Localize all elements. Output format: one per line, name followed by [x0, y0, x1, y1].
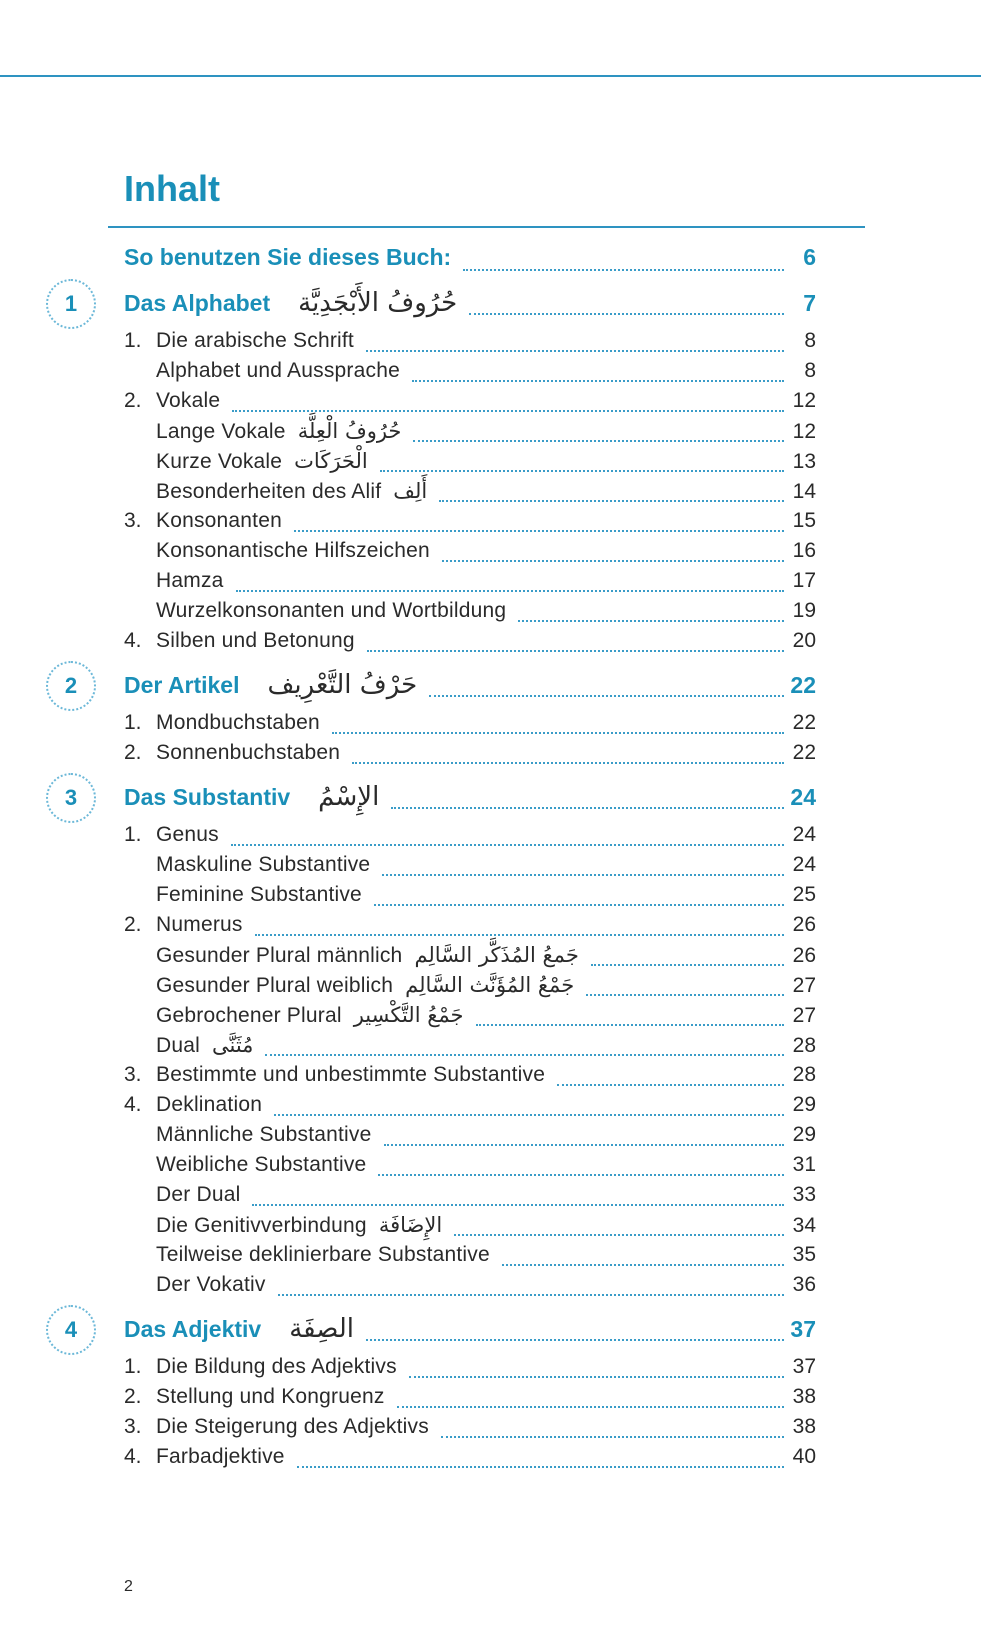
toc-entry-page: 29 [792, 1093, 816, 1116]
dot-leader [442, 560, 784, 562]
toc-entry[interactable] [124, 509, 816, 539]
toc-entry-page: 26 [792, 913, 816, 936]
toc-entry-number: 3. [124, 1063, 142, 1086]
toc-entry-arabic: أَلِف [393, 479, 428, 503]
toc-entry-page: 7 [803, 290, 816, 316]
toc-entry-label: Die Genitivverbindung [156, 1214, 367, 1237]
toc-entry[interactable] [124, 389, 816, 419]
chapter-number-badge: 4 [46, 1305, 96, 1355]
toc-entry-label: Der Vokativ [156, 1273, 266, 1296]
toc-entry-label: Maskuline Substantive [156, 853, 371, 876]
dot-leader [439, 500, 784, 502]
toc-chapter[interactable] [124, 244, 816, 278]
toc-entry[interactable] [124, 741, 816, 771]
dot-leader [252, 1204, 784, 1206]
toc-entry-arabic: حَرْفُ التَّعْرِيف [267, 670, 418, 700]
dot-leader [278, 1294, 784, 1296]
toc-entry[interactable] [124, 1445, 816, 1475]
toc-entry-number: 3. [124, 1415, 142, 1438]
dot-leader [380, 470, 784, 472]
toc-entry-arabic: الصِفَة [289, 1314, 354, 1344]
toc-entry-page: 28 [792, 1034, 816, 1057]
toc-entry[interactable] [124, 1003, 816, 1033]
toc-entry-label: Deklination [156, 1093, 263, 1116]
toc-entry[interactable] [124, 1033, 816, 1063]
dot-leader [378, 1174, 784, 1176]
toc-entry-label: Alphabet und Aussprache [156, 359, 400, 382]
toc-entry-page: 20 [792, 629, 816, 652]
toc-entry-label: Die arabische Schrift [156, 329, 354, 352]
toc-entry-page: 6 [803, 244, 816, 270]
toc-entry[interactable] [124, 1385, 816, 1415]
toc-entry-number: 1. [124, 329, 142, 352]
toc-entry-page: 34 [792, 1214, 816, 1237]
dot-leader [454, 1234, 784, 1236]
toc-entry[interactable] [124, 1243, 816, 1273]
toc-entry-number: 2. [124, 741, 142, 764]
toc-entry-number: 2. [124, 913, 142, 936]
toc-entry-label: Teilweise deklinierbare Substantive [156, 1243, 490, 1266]
toc-entry-label: Die Steigerung des Adjektivs [156, 1415, 429, 1438]
toc-entry-label: Das Alphabet [124, 290, 271, 316]
toc-entry-label: Sonnenbuchstaben [156, 741, 341, 764]
toc-entry-arabic: الإِسْمُ [318, 782, 380, 812]
toc-entry-page: 28 [792, 1063, 816, 1086]
dot-leader [591, 964, 784, 966]
chapter-number-badge: 1 [46, 279, 96, 329]
dot-leader [274, 1114, 784, 1116]
chapter-number-badge: 3 [46, 773, 96, 823]
toc-entry-number: 1. [124, 711, 142, 734]
toc-entry-number: 1. [124, 1355, 142, 1378]
toc-entry-page: 37 [792, 1355, 816, 1378]
toc-entry-page: 22 [792, 711, 816, 734]
toc-entry[interactable] [124, 569, 816, 599]
toc-entry-page: 22 [792, 741, 816, 764]
toc-entry[interactable] [124, 1213, 816, 1243]
toc-entry[interactable] [124, 823, 816, 853]
dot-leader [232, 410, 784, 412]
toc-entry-page: 38 [792, 1385, 816, 1408]
toc-entry-label: Männliche Substantive [156, 1123, 372, 1146]
dot-leader [332, 732, 784, 734]
page-title: Inhalt [124, 168, 220, 209]
dot-leader [518, 620, 784, 622]
dot-leader [557, 1084, 784, 1086]
top-rule [0, 75, 981, 77]
toc-entry-label: Numerus [156, 913, 243, 936]
toc-entry-page: 36 [792, 1273, 816, 1296]
toc-entry-label: Der Dual [156, 1183, 241, 1206]
toc-entry-arabic: حُرُوفُ الْعِلَّة [297, 419, 402, 443]
dot-leader [469, 313, 784, 315]
dot-leader [476, 1024, 784, 1026]
dot-leader [255, 934, 784, 936]
toc-entry-arabic: جَمْعُ المُؤَنَّث السَّالِم [405, 973, 575, 997]
toc-entry-page: 24 [792, 853, 816, 876]
toc-entry-page: 31 [792, 1153, 816, 1176]
toc-entry[interactable] [124, 1355, 816, 1385]
toc-entry-number: 4. [124, 1093, 142, 1116]
toc-entry-number: 3. [124, 509, 142, 532]
toc-entry-label: Weibliche Substantive [156, 1153, 367, 1176]
toc-entry[interactable] [124, 1153, 816, 1183]
toc-entry-label: Konsonantische Hilfszeichen [156, 539, 430, 562]
toc-entry[interactable] [124, 1273, 816, 1303]
title-rule [108, 226, 865, 228]
toc-entry-label: Genus [156, 823, 219, 846]
toc-entry-page: 26 [792, 944, 816, 967]
toc-entry-number: 2. [124, 389, 142, 412]
toc-entry-page: 40 [792, 1445, 816, 1468]
toc-entry-page: 27 [792, 974, 816, 997]
dot-leader [429, 695, 784, 697]
dot-leader [412, 380, 784, 382]
toc-entry-label: Farbadjektive [156, 1445, 285, 1468]
toc-entry-page: 14 [792, 480, 816, 503]
toc-entry[interactable] [124, 629, 816, 659]
dot-leader [366, 350, 784, 352]
toc-entry[interactable] [124, 359, 816, 389]
toc-entry[interactable] [124, 913, 816, 943]
toc-entry-label: Lange Vokale [156, 420, 286, 443]
toc-entry-label: Gebrochener Plural [156, 1004, 342, 1027]
toc-entry-page: 24 [790, 784, 816, 810]
dot-leader [236, 590, 784, 592]
dot-leader [384, 1144, 785, 1146]
toc-entry-label: Stellung und Kongruenz [156, 1385, 385, 1408]
toc-entry[interactable] [124, 1415, 816, 1445]
toc-entry[interactable] [124, 943, 816, 973]
toc-entry-page: 15 [792, 509, 816, 532]
toc-entry-label: Das Adjektiv [124, 1316, 262, 1342]
toc-entry-page: 8 [804, 359, 816, 382]
toc-entry-page: 8 [804, 329, 816, 352]
toc-entry-page: 33 [792, 1183, 816, 1206]
toc-entry-page: 25 [792, 883, 816, 906]
toc-entry-page: 12 [792, 420, 816, 443]
dot-leader [367, 650, 784, 652]
dot-leader [231, 844, 784, 846]
toc-entry-label: Mondbuchstaben [156, 711, 320, 734]
toc-entry-arabic: مُثَنَّى [212, 1033, 254, 1057]
dot-leader [502, 1264, 784, 1266]
dot-leader [397, 1406, 784, 1408]
toc-entry-arabic: الإِضَافَة [378, 1213, 443, 1237]
toc-entry-page: 17 [792, 569, 816, 592]
toc-entry-label: Der Artikel [124, 672, 240, 698]
toc-entry-number: 4. [124, 1445, 142, 1468]
dot-leader [297, 1466, 784, 1468]
dot-leader [352, 762, 784, 764]
toc-chapter[interactable] [124, 288, 816, 322]
chapter-number-badge: 2 [46, 661, 96, 711]
toc-entry-number: 1. [124, 823, 142, 846]
toc-entry-page: 37 [790, 1316, 816, 1342]
toc-entry-label: Kurze Vokale [156, 450, 283, 473]
dot-leader [586, 994, 784, 996]
toc-entry-label: Vokale [156, 389, 221, 412]
toc-entry-page: 13 [792, 450, 816, 473]
toc-entry-page: 29 [792, 1123, 816, 1146]
toc-entry-label: Bestimmte und unbestimmte Substantive [156, 1063, 546, 1086]
toc-entry[interactable] [124, 853, 816, 883]
dot-leader [382, 874, 784, 876]
toc-entry[interactable] [124, 1123, 816, 1153]
dot-leader [463, 269, 784, 271]
toc-entry[interactable] [124, 1063, 816, 1093]
toc-entry-label: Feminine Substantive [156, 883, 362, 906]
toc-entry[interactable] [124, 329, 816, 359]
toc-entry-page: 19 [792, 599, 816, 622]
toc-entry-arabic: جَمعُ المُذَكَّر السَّالِم [414, 943, 579, 967]
toc-entry-label: Dual [156, 1034, 200, 1057]
toc-entry-arabic: حُرُوفُ الأَبْجَدِيَّة [298, 288, 458, 318]
toc-entry-label: Konsonanten [156, 509, 282, 532]
toc-entry-label: Hamza [156, 569, 224, 592]
toc-entry[interactable] [124, 419, 816, 449]
toc-entry-page: 16 [792, 539, 816, 562]
toc-entry-arabic: الْحَرَكَات [294, 449, 368, 473]
toc-entry-page: 35 [792, 1243, 816, 1266]
toc-entry[interactable] [124, 973, 816, 1003]
toc-entry-label: Das Substantiv [124, 784, 291, 810]
toc-entry[interactable] [124, 883, 816, 913]
dot-leader [366, 1339, 784, 1341]
toc-chapter[interactable] [124, 1314, 816, 1348]
toc-entry-label: Wurzelkonsonanten und Wortbildung [156, 599, 507, 622]
page-number: 2 [124, 1578, 133, 1595]
toc-entry-arabic: جَمْعُ التَّكْسِير [353, 1003, 464, 1027]
toc-entry[interactable] [124, 539, 816, 569]
dot-leader [265, 1054, 784, 1056]
toc-entry-label: So benutzen Sie dieses Buch: [124, 244, 452, 270]
toc-entry[interactable] [124, 711, 816, 741]
toc-entry-page: 27 [792, 1004, 816, 1027]
toc-entry[interactable] [124, 479, 816, 509]
dot-leader [374, 904, 784, 906]
toc-entry[interactable] [124, 599, 816, 629]
dot-leader [409, 1376, 784, 1378]
toc-chapter[interactable] [124, 670, 816, 704]
toc-entry[interactable] [124, 449, 816, 479]
toc-entry[interactable] [124, 1183, 816, 1213]
toc-entry-page: 38 [792, 1415, 816, 1438]
toc-entry-page: 22 [790, 672, 816, 698]
dot-leader [413, 440, 784, 442]
toc-entry-label: Die Bildung des Adjektivs [156, 1355, 397, 1378]
toc-entry-label: Gesunder Plural weiblich [156, 974, 394, 997]
toc-entry-label: Gesunder Plural männlich [156, 944, 403, 967]
toc-entry[interactable] [124, 1093, 816, 1123]
dot-leader [441, 1436, 784, 1438]
dot-leader [391, 807, 784, 809]
toc-entry-number: 4. [124, 629, 142, 652]
toc-entry-label: Silben und Betonung [156, 629, 355, 652]
toc-entry-page: 12 [792, 389, 816, 412]
toc-entry-label: Besonderheiten des Alif [156, 480, 382, 503]
toc-entry-number: 2. [124, 1385, 142, 1408]
dot-leader [294, 530, 784, 532]
toc-chapter[interactable] [124, 782, 816, 816]
toc-entry-page: 24 [792, 823, 816, 846]
